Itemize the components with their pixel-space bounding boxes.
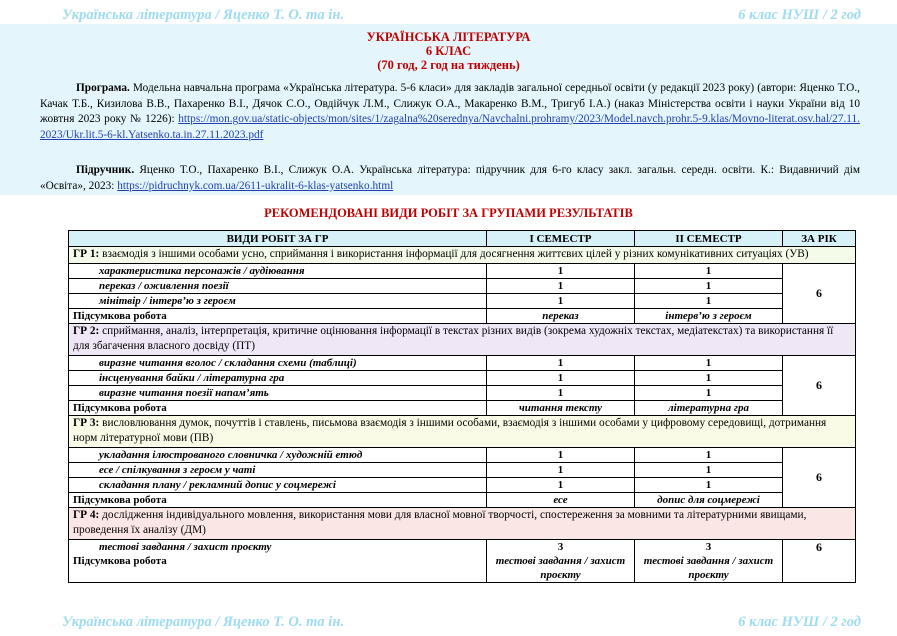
group-4-code: ГР 4: <box>73 508 100 521</box>
program-label: Програма. <box>76 82 130 94</box>
doc-hours: (70 год, 2 год на тиждень) <box>377 58 520 72</box>
sem1-count: 1 <box>487 462 635 477</box>
sem2-summary: допис для соцмережі <box>635 492 783 507</box>
sem1-count: 1 <box>487 278 635 293</box>
header-right: 6 клас НУШ / 2 год <box>738 7 861 23</box>
program-text: Модельна навчальна програма «Українська література. 5-6 класи» для закладів загальної середньої освіти (у редакції 2023 року) (автори: Яценко Т.О., Качак Т.Б., Кизилова В.В., Пахаренко В.І., Дячок С.О., Овдійчук Л.М., Слижук О.А., Макаренко В.М., Тригуб І.А.) (наказ Міністерства освіти і науки України від 10 жовтня 2023 року № 1226): <box>40 82 860 126</box>
footer-right: 6 клас НУШ / 2 год <box>738 614 861 630</box>
group-3-activity-1: укладання ілюстрованого словничка / художній етюд <box>69 447 487 462</box>
header-left: Українська література / Яценко Т. О. та ін. <box>62 7 344 23</box>
sem2-summary: інтерв’ю з героєм <box>635 308 783 323</box>
sem2-summary: тестові завдання / захист проєкту <box>643 554 774 581</box>
sem1-count: 1 <box>487 385 635 400</box>
group-2-activity-1: виразне читання вголос / складання схеми (таблиці) <box>69 355 487 370</box>
sem2-count: 1 <box>635 263 783 278</box>
group-4-row <box>69 507 856 539</box>
group-2-row <box>69 323 856 355</box>
program-paragraph <box>40 81 860 143</box>
sem1-count: 1 <box>487 355 635 370</box>
group-2-summary-label: Підсумкова робота <box>69 400 487 415</box>
sem2-count: 1 <box>635 355 783 370</box>
sem2-count: 1 <box>635 278 783 293</box>
group-2-activity-3: виразне читання поезії напам’ять <box>69 385 487 400</box>
group-4-summary-label: Підсумкова робота <box>73 554 167 567</box>
sem1-count: 1 <box>487 477 635 492</box>
group-3-summary-label: Підсумкова робота <box>69 492 487 507</box>
sem2-count: 1 <box>635 462 783 477</box>
sem1-summary: тестові завдання / захист проєкту <box>495 554 626 581</box>
sem1-summary: переказ <box>487 308 635 323</box>
group-4-activity-cell <box>69 539 487 582</box>
group-1-activity-1: характеристика персонажів / аудіювання <box>69 263 487 278</box>
doc-grade: 6 КЛАС <box>425 44 472 58</box>
col-header-kinds: ВИДИ РОБІТ ЗА ГР <box>69 231 487 247</box>
sem2-count: 3 <box>705 540 712 553</box>
group-3-row <box>69 415 856 447</box>
group-4-activity-1: тестові завдання / захист проєкту <box>99 540 272 553</box>
sem2-count: 1 <box>635 370 783 385</box>
col-header-sem2: II СЕМЕСТР <box>635 231 783 247</box>
sem2-count: 1 <box>635 447 783 462</box>
results-table <box>68 230 856 583</box>
sem1-summary: читання тексту <box>487 400 635 415</box>
program-link[interactable]: https://mon.gov.ua/static-objects/mon/sites/1/zagalna%20serednya/Navchalni.prohramy/2023/Model.navch.prohr.5-9.klas/Movno-literat.osv.hal/27.11.2023/Ukr.lit.5-6-kl.Yatsenko.ta.in.27.11.2023.pdf <box>40 113 860 141</box>
group-1-activity-3: мінітвір / інтерв’ю з героєм <box>69 293 487 308</box>
sem1-count: 1 <box>487 370 635 385</box>
sem2-summary: літературна гра <box>635 400 783 415</box>
group-4-desc: дослідження індивідуального мовлення, використання мови для власної мовної творчості, спостереження за мовними та літературними явищами, проведення їх аналізу (ДМ) <box>73 508 807 536</box>
sem2-count: 1 <box>635 385 783 400</box>
group-4-sem2-cell <box>635 539 783 582</box>
group-1-year-total: 6 <box>783 263 856 323</box>
group-2-desc: сприймання, аналіз, інтерпретація, критичне оцінювання інформації в текстах різних видів (зокрема художніх текстах, медіатекстах) та використання її для збагачення власного досвіду (ПТ) <box>73 324 834 352</box>
sem1-count: 1 <box>487 447 635 462</box>
textbook-label: Підручник. <box>76 164 135 176</box>
group-3-activity-2: есе / спілкування з героєм у чаті <box>69 462 487 477</box>
sem2-count: 1 <box>635 477 783 492</box>
group-4-year-total: 6 <box>783 539 856 582</box>
col-header-year: ЗА РІК <box>783 231 856 247</box>
sem2-count: 1 <box>635 293 783 308</box>
group-2-activity-2: інсценування байки / літературна гра <box>69 370 487 385</box>
sem1-count: 3 <box>557 540 564 553</box>
group-2-year-total: 6 <box>783 355 856 415</box>
group-1-code: ГР 1: <box>73 248 100 260</box>
group-4-sem1-cell <box>487 539 635 582</box>
doc-title: УКРАЇНСЬКА ЛІТЕРАТУРА <box>366 30 531 44</box>
section-title: РЕКОМЕНДОВАНІ ВИДИ РОБІТ ЗА ГРУПАМИ РЕЗУЛЬТАТІВ <box>264 206 633 220</box>
col-header-sem1: I СЕМЕСТР <box>487 231 635 247</box>
group-3-desc: висловлювання думок, почуттів і ставлень, письмова взаємодія з іншими особами, взаємодія з іншими особами у цифровому середовищі, дотримання норм літературної мови (ПВ) <box>73 416 827 444</box>
group-3-year-total: 6 <box>783 447 856 507</box>
textbook-paragraph <box>40 163 860 194</box>
group-2-code: ГР 2: <box>73 324 100 337</box>
sem1-count: 1 <box>487 263 635 278</box>
group-1-summary-label: Підсумкова робота <box>69 308 487 323</box>
sem1-count: 1 <box>487 293 635 308</box>
textbook-text: Яценко Т.О., Пахаренко В.І., Слижук О.А. Українська література: підручник для 6-го класу закл. загальн. середн. освіти. К.: Видавничий дім «Освіта», 2023: <box>40 164 860 192</box>
group-3-activity-3: складання плану / рекламний допис у соцмережі <box>69 477 487 492</box>
group-1-desc: взаємодія з іншими особами усно, сприймання і використання інформації для досягнення життєвих цілей у різних комунікативних ситуаціях (УВ) <box>99 248 809 260</box>
group-3-code: ГР 3: <box>73 416 100 429</box>
group-1-row <box>69 247 856 264</box>
group-1-activity-2: переказ / оживлення поезії <box>69 278 487 293</box>
footer-left: Українська література / Яценко Т. О. та ін. <box>62 614 344 630</box>
textbook-link[interactable]: https://pidruchnyk.com.ua/2611-ukralit-6-klas-yatsenko.html <box>117 179 394 192</box>
sem1-summary: есе <box>487 492 635 507</box>
